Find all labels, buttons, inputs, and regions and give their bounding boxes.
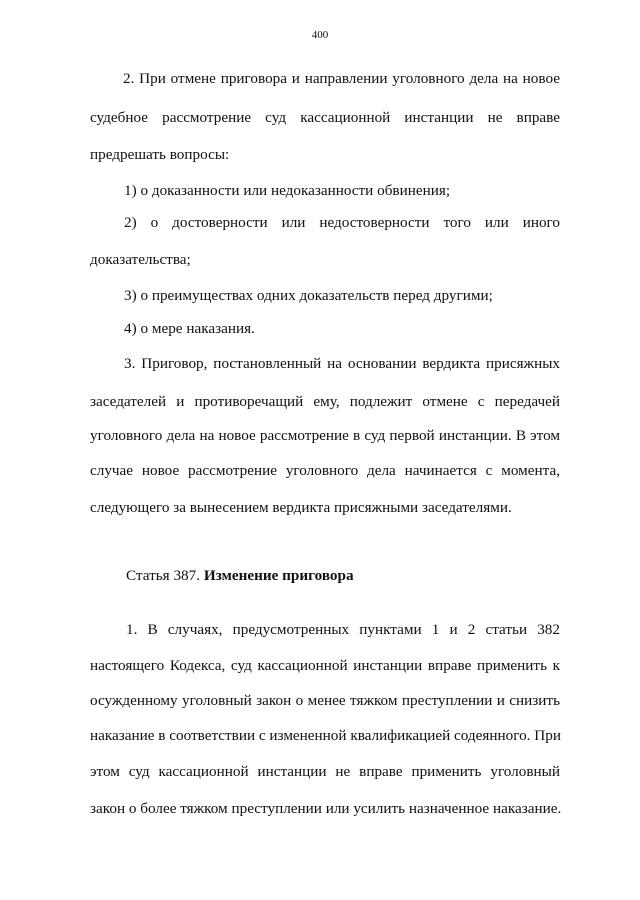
article-title: Изменение приговора <box>203 567 354 584</box>
paragraph-line: 1. В случаях, предусмотренных пунктами 1 и 2 статьи 382 <box>126 621 560 638</box>
paragraph-line: судебное рассмотрение суд кассационной инстанции не вправе <box>90 109 560 126</box>
paragraph-line: доказательства; <box>90 251 191 268</box>
article-number: Статья 387. <box>126 567 201 584</box>
paragraph-line: случае новое рассмотрение уголовного дела начинается с момента, <box>90 462 560 479</box>
list-item: 3) о преимуществах одних доказательств перед другими; <box>124 287 493 304</box>
paragraph-line: закон о более тяжком преступлении или усилить назначенное наказание. <box>90 800 562 817</box>
list-item: 1) о доказанности или недоказанности обвинения; <box>124 182 451 199</box>
paragraph-line: настоящего Кодекса, суд кассационной инстанции вправе применить к <box>90 657 560 674</box>
paragraph-line: этом суд кассационной инстанции не вправе применить уголовный <box>90 763 560 780</box>
list-item: 4) о мере наказания. <box>124 320 255 337</box>
paragraph-line: следующего за вынесением вердикта присяжными заседателями. <box>90 499 512 516</box>
paragraph-line: 2. При отмене приговора и направлении уголовного дела на новое <box>123 70 560 87</box>
paragraph-line: 3. Приговор, постановленный на основании вердикта присяжных <box>124 355 560 372</box>
paragraph-line: предрешать вопросы: <box>90 146 230 163</box>
article-heading <box>126 567 596 585</box>
page-number: 400 <box>311 29 329 41</box>
paragraph-line: заседателей и противоречащий ему, подлежит отмене с передачей <box>90 393 560 410</box>
list-item: 2) о достоверности или недостоверности того или иного <box>124 214 560 231</box>
paragraph-line: осужденному уголовный закон о менее тяжком преступлении и снизить <box>90 692 560 709</box>
paragraph-line: наказание в соответствии с измененной квалификацией содеянного. При <box>90 727 561 744</box>
paragraph-line: уголовного дела на новое рассмотрение в суд первой инстанции. В этом <box>90 427 560 444</box>
